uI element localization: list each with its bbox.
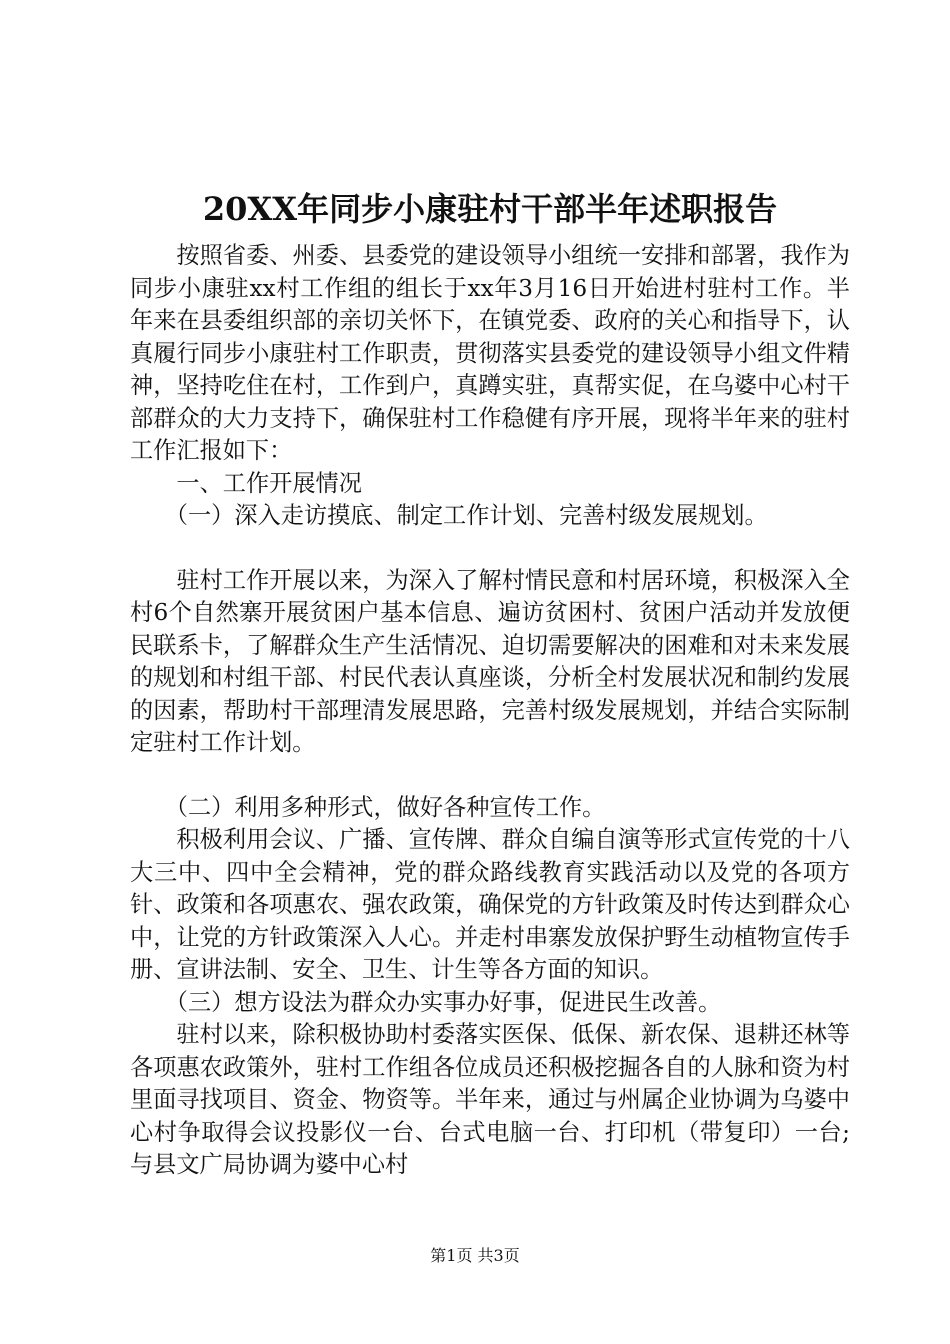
document-title: 20XX年同步小康驻村干部半年述职报告 xyxy=(202,190,778,228)
page-number-label: 第1页 共3页 xyxy=(430,1246,520,1265)
intro-paragraph: 按照省委、州委、县委党的建设领导小组统一安排和部署，我作为同步小康驻xx村工作组的组长于xx年3月16日开始进村驻村工作。半年来在县委组织部的亲切关怀下，在镇党委、政府的关心和指导下，认真履行同步小康驻村工作职责，贯彻落实县委党的建设领导小组文件精神，坚持吃住在村，工作到户，真蹲实驻，真帮实促，在乌婆中心村干部群众的大力支持下，确保驻村工作稳健有序开展，现将半年来的驻村工作汇报如下： xyxy=(130,242,850,464)
subsection-heading-2: （二）利用多种形式，做好各种宣传工作。 xyxy=(164,793,606,821)
document-body xyxy=(130,184,850,1182)
page-footer xyxy=(0,1244,950,1268)
section-heading-1: 一、工作开展情况 xyxy=(176,469,362,497)
paragraph-gap xyxy=(130,760,850,792)
subsection-paragraph-1: 驻村工作开展以来，为深入了解村情民意和村居环境，积极深入全村6个自然寨开展贫困户基本信息、遍访贫困村、贫困户活动并发放便民联系卡，了解群众生产生活情况、迫切需要解决的困难和对未来发展的规划和村组干部、村民代表认真座谈，分析全村发展状况和制约发展的因素，帮助村干部理清发展思路，完善村级发展规划，并结合实际制定驻村工作计划。 xyxy=(130,566,850,756)
paragraph-gap xyxy=(130,533,850,565)
subsection-paragraph-2: 积极利用会议、广播、宣传牌、群众自编自演等形式宣传党的十八大三中、四中全会精神，党的群众路线教育实践活动以及党的各项方针、政策和各项惠农、强农政策，确保党的方针政策及时传达到群众心中，让党的方针政策深入人心。并走村串寨发放保护野生动植物宣传手册、宣讲法制、安全、卫生、计生等各方面的知识。 xyxy=(130,826,850,983)
subsection-heading-1: （一）深入走访摸底、制定工作计划、完善村级发展规划。 xyxy=(164,502,768,529)
subsection-paragraph-3: 驻村以来，除积极协助村委落实医保、低保、新农保、退耕还林等各项惠农政策外，驻村工作组各位成员还积极挖掘各自的人脉和资为村里面寻找项目、资金、物资等。半年来，通过与州属企业协调为乌婆中心村争取得会议投影仪一台、台式电脑一台、打印机（带复印）一台;与县文广局协调为婆中心村 xyxy=(130,1021,850,1178)
subsection-heading-3: （三）想方设法为群众办实事办好事，促进民生改善。 xyxy=(164,988,722,1016)
